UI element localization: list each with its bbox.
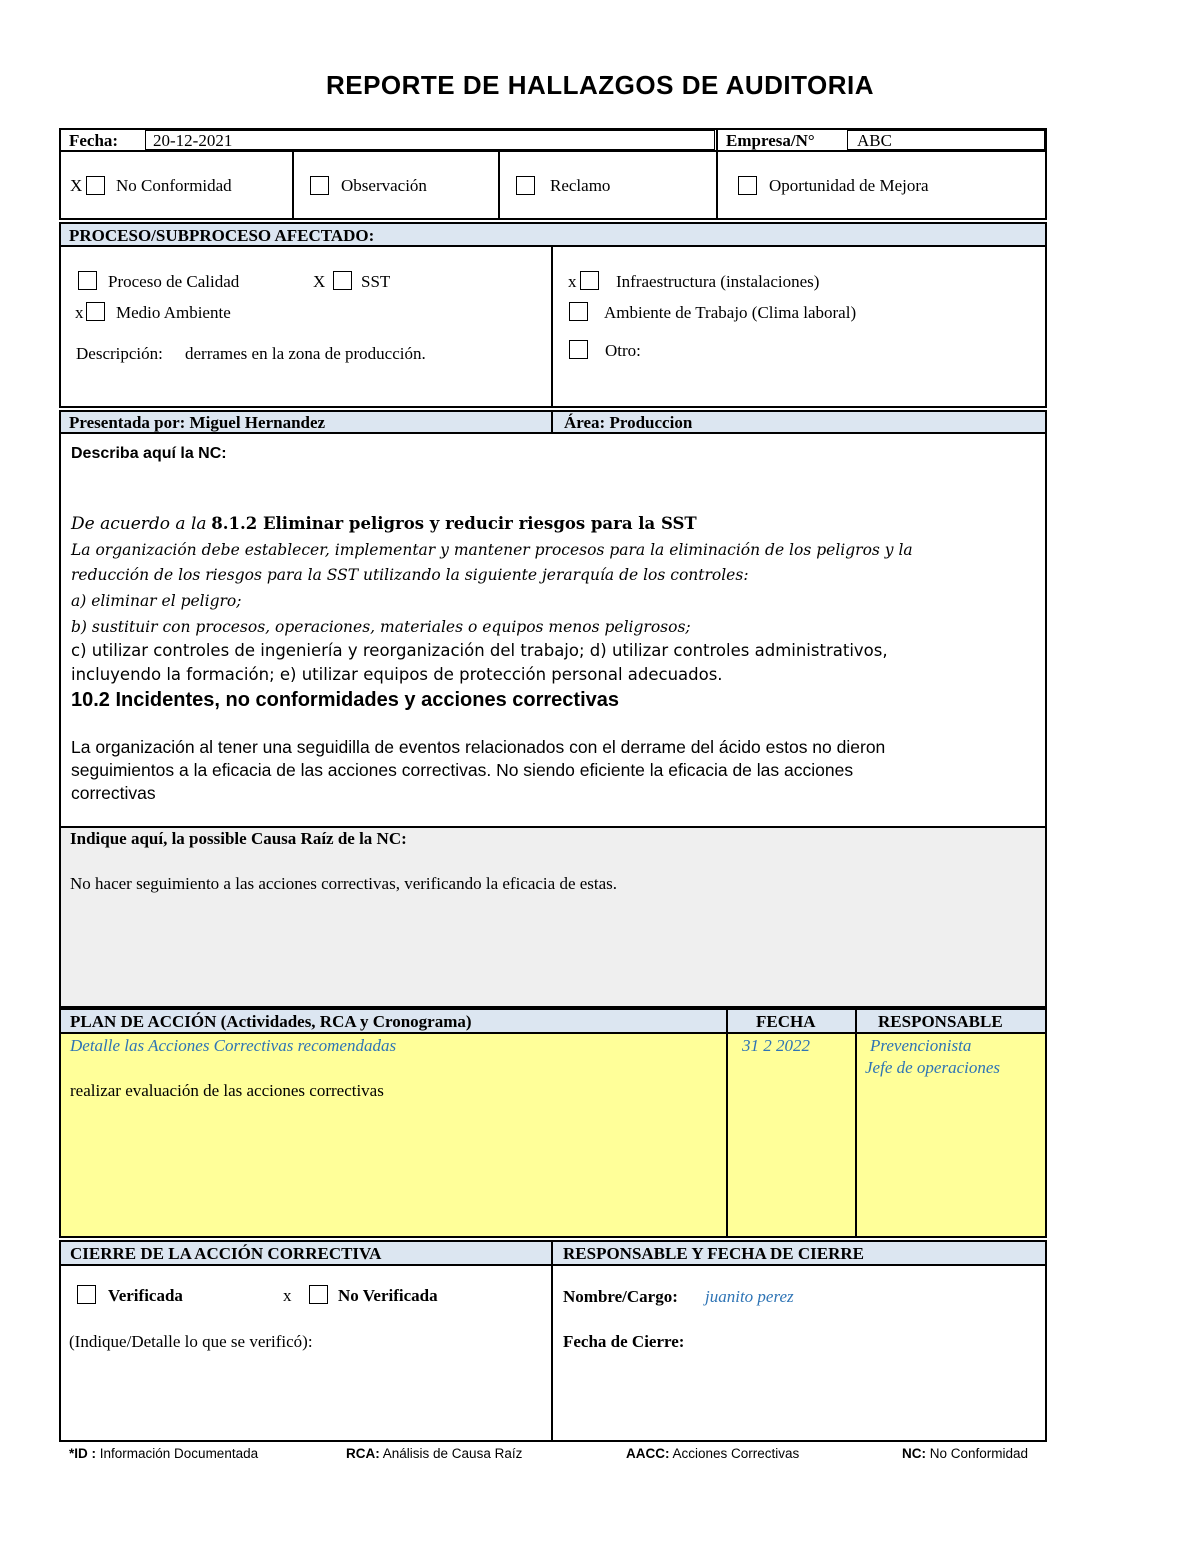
plan-responsable-1: Prevencionista — [870, 1036, 972, 1055]
footer-aacc-text: Acciones Correctivas — [672, 1446, 800, 1461]
nc-line-6: incluyendo la formación; e) utilizar equipos de protección personal adecuados. — [71, 665, 723, 684]
cierre-header: CIERRE DE LA ACCIÓN CORRECTIVA — [70, 1244, 382, 1263]
verificada-label: Verificada — [108, 1286, 183, 1305]
infraestructura-mark: x — [568, 272, 577, 291]
fecha-value: 20-12-2021 — [153, 131, 233, 150]
plan-action: realizar evaluación de las acciones correctivas — [70, 1081, 384, 1100]
no-verificada-checkbox[interactable] — [309, 1285, 328, 1304]
no-conformidad-mark: X — [70, 176, 83, 195]
footer-nc — [902, 1444, 1028, 1464]
empresa-label: Empresa/N° — [726, 131, 815, 150]
nombre-cargo-label: Nombre/Cargo: — [563, 1287, 678, 1306]
footer-aacc — [626, 1444, 799, 1464]
plan-header: PLAN DE ACCIÓN (Actividades, RCA y Cronograma) — [70, 1012, 472, 1031]
no-verificada-mark: x — [283, 1286, 292, 1305]
nc-line-3: a) eliminar el peligro; — [71, 592, 242, 610]
causa-text: No hacer seguimiento a las acciones correctivas, verificando la eficacia de estas. — [70, 874, 618, 893]
medio-ambiente-checkbox[interactable] — [86, 302, 105, 321]
verificada-checkbox[interactable] — [77, 1285, 96, 1304]
sst-checkbox[interactable] — [333, 271, 352, 290]
nc-intro — [71, 513, 697, 535]
observacion-label: Observación — [341, 176, 427, 195]
nc-line-1: La organización debe establecer, implementar y mantener procesos para la eliminación de los peligros y la — [71, 541, 913, 559]
otro-label: Otro: — [605, 341, 641, 360]
no-conformidad-label: No Conformidad — [116, 176, 232, 195]
cierre-detalle: (Indique/Detalle lo que se verificó): — [69, 1332, 313, 1351]
causa-section — [59, 826, 1047, 1008]
footer-id-label: *ID : — [69, 1446, 96, 1461]
fecha-cierre-label: Fecha de Cierre: — [563, 1332, 685, 1351]
nc-para-1: La organización al tener una seguidilla de eventos relacionados con el derrame del ácido estos no dieron — [71, 737, 886, 757]
reclamo-checkbox[interactable] — [516, 176, 535, 195]
page-title: REPORTE DE HALLAZGOS DE AUDITORIA — [325, 70, 875, 100]
nc-line-5: c) utilizar controles de ingeniería y reorganización del trabajo; d) utilizar controles administrativos, — [71, 641, 888, 660]
oportunidad-label: Oportunidad de Mejora — [769, 176, 929, 195]
nc-header: Describa aquí la NC: — [71, 445, 227, 462]
nc-line-2: reducción de los riesgos para la SST utilizando la siguiente jerarquía de los controles: — [71, 566, 749, 584]
reclamo-label: Reclamo — [550, 176, 611, 195]
nc-clause2-title: 10.2 Incidentes, no conformidades y acciones correctivas — [71, 689, 619, 711]
observacion-checkbox[interactable] — [310, 176, 329, 195]
infraestructura-checkbox[interactable] — [580, 271, 599, 290]
plan-responsable-2: Jefe de operaciones — [865, 1058, 1000, 1077]
ambiente-trabajo-label: Ambiente de Trabajo (Clima laboral) — [604, 303, 857, 322]
causa-header: Indique aquí, la possible Causa Raíz de la NC: — [70, 829, 407, 848]
nc-para-3: correctivas — [71, 783, 156, 803]
plan-responsable-header: RESPONSABLE — [878, 1012, 1003, 1031]
cierre-resp-header: RESPONSABLE Y FECHA DE CIERRE — [563, 1244, 865, 1263]
footer-aacc-label: AACC: — [626, 1446, 670, 1461]
proceso-calidad-label: Proceso de Calidad — [108, 272, 240, 291]
proceso-calidad-checkbox[interactable] — [78, 271, 97, 290]
footer-rca-text: Análisis de Causa Raíz — [382, 1446, 523, 1461]
footer-id-text: Información Documentada — [99, 1446, 259, 1461]
plan-fecha: 31 2 2022 — [742, 1036, 810, 1055]
nc-para-2: seguimientos a la eficacia de las acciones correctivas. No siendo eficiente la eficacia de las acciones — [71, 760, 854, 780]
no-conformidad-checkbox[interactable] — [86, 176, 105, 195]
empresa-value: ABC — [857, 131, 892, 150]
no-verificada-label: No Verificada — [338, 1286, 438, 1305]
sst-mark: X — [313, 272, 326, 291]
area-label: Área: Produccion — [564, 413, 693, 432]
oportunidad-checkbox[interactable] — [738, 176, 757, 195]
footer-nc-label: NC: — [902, 1446, 926, 1461]
plan-hint: Detalle las Acciones Correctivas recomendadas — [70, 1036, 397, 1055]
nc-intro-text: De acuerdo a la — [71, 514, 207, 534]
footer-rca — [346, 1444, 522, 1464]
medio-ambiente-mark: x — [75, 303, 84, 322]
footer-nc-text: No Conformidad — [929, 1446, 1029, 1461]
ambiente-trabajo-checkbox[interactable] — [569, 302, 588, 321]
sst-label: SST — [361, 272, 391, 291]
nc-clause-title: 8.1.2 Eliminar peligros y reducir riesgos para la SST — [211, 514, 697, 533]
footer-rca-label: RCA: — [346, 1446, 380, 1461]
nc-line-4: b) sustituir con procesos, operaciones, materiales o equipos menos peligrosos; — [71, 618, 691, 636]
plan-fecha-header: FECHA — [756, 1012, 816, 1031]
medio-ambiente-label: Medio Ambiente — [116, 303, 231, 322]
presentada-por: Presentada por: Miguel Hernandez — [69, 413, 326, 432]
fecha-label: Fecha: — [69, 131, 119, 150]
infraestructura-label: Infraestructura (instalaciones) — [616, 272, 820, 291]
nombre-cargo-value: juanito perez — [705, 1287, 794, 1306]
descripcion-value: derrames en la zona de producción. — [185, 344, 426, 363]
otro-checkbox[interactable] — [569, 340, 588, 359]
descripcion-label: Descripción: — [76, 344, 163, 363]
footer-id — [69, 1444, 258, 1464]
proceso-header: PROCESO/SUBPROCESO AFECTADO: — [69, 226, 375, 245]
